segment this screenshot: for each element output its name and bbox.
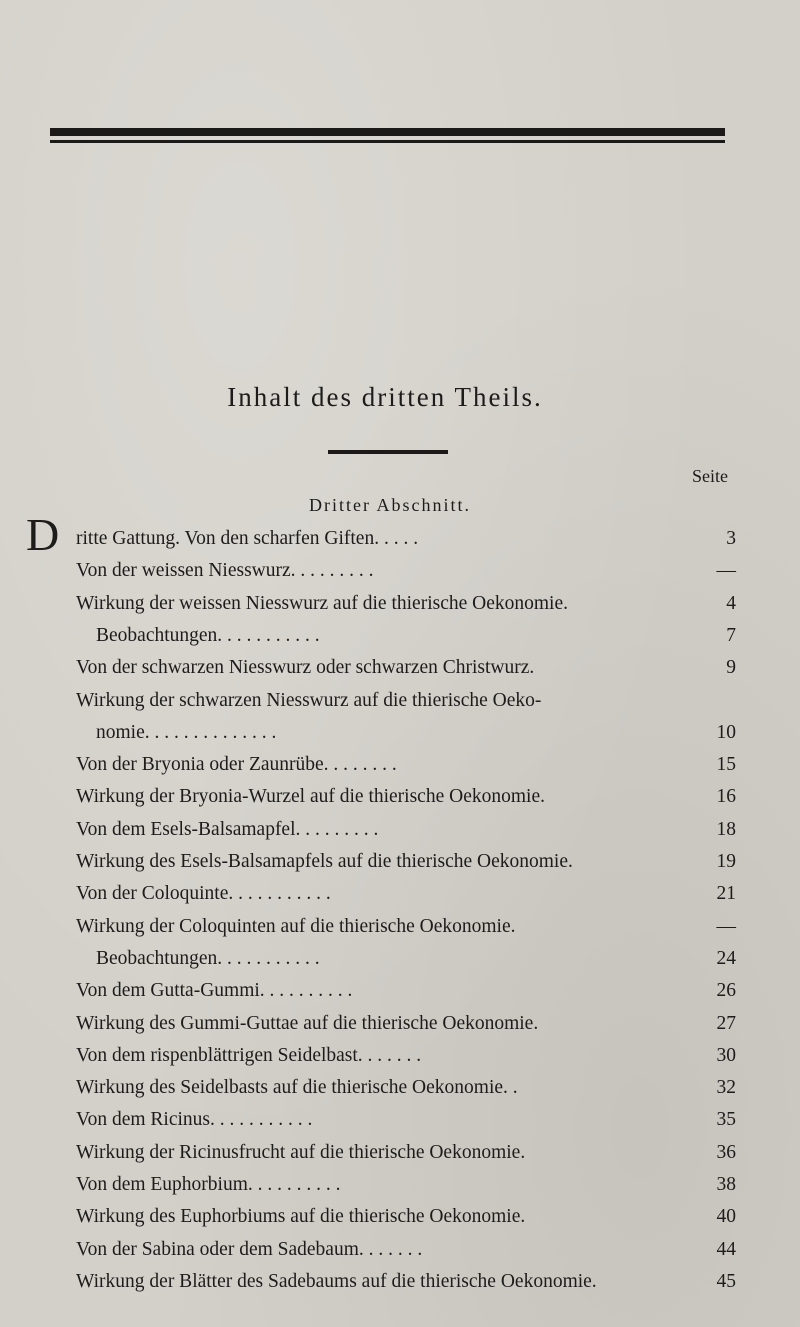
toc-entry-page: 45 [716, 1270, 736, 1292]
section-heading: Dritter Abschnitt. [309, 495, 471, 515]
toc-entry-title: Wirkung der Blätter des Sadebaums auf die thierische Oekonomie. [76, 1270, 597, 1292]
drop-cap: D [26, 509, 60, 560]
toc-entry-page: 24 [716, 947, 736, 969]
toc-entry-title: Wirkung der Coloquinten auf die thierische Oekonomie. [76, 915, 516, 937]
toc-entry-page: — [716, 915, 736, 937]
toc-entry-title: Von der Sabina oder dem Sadebaum. . . . . . . [76, 1238, 423, 1260]
toc-entry-page: 9 [726, 657, 736, 679]
toc-entry-page: 3 [726, 528, 736, 549]
toc-entry [76, 1045, 736, 1075]
toc-entry-page: 19 [716, 851, 736, 872]
toc-entry-title: Von der Coloquinte. . . . . . . . . . . [76, 883, 331, 905]
toc-entry [76, 1271, 736, 1301]
toc-entry [76, 1109, 736, 1139]
toc-entry-page: 26 [716, 980, 736, 1002]
toc-entry [76, 786, 736, 816]
toc-entry [76, 980, 736, 1010]
toc-entry-page: 27 [716, 1012, 736, 1034]
toc-entry-title: Wirkung der Ricinusfrucht auf die thierische Oekonomie. [76, 1141, 526, 1163]
toc-entry-page: 4 [726, 592, 736, 614]
toc-entry [76, 916, 736, 946]
toc-entry-page: 16 [716, 786, 736, 808]
toc-entry [76, 1142, 736, 1172]
toc-entry [76, 657, 736, 687]
toc-entry [76, 1013, 736, 1043]
toc-entry-page: 21 [716, 883, 736, 905]
toc-entry-title: Wirkung der Bryonia-Wurzel auf die thierische Oekonomie. [76, 786, 545, 808]
toc-entry [76, 560, 736, 590]
toc-entry-page: 36 [716, 1141, 736, 1163]
toc-entry-page: 32 [716, 1077, 736, 1099]
toc-entry-page: 30 [716, 1044, 736, 1066]
toc-entry-page: 10 [716, 721, 736, 743]
toc-entry-title: ritte Gattung. Von den scharfen Giften. . . . . [76, 528, 419, 549]
toc-entry-page: — [716, 560, 736, 582]
toc-entry [76, 1206, 736, 1236]
toc-entry-page: 7 [726, 624, 736, 646]
toc-entry [76, 1239, 736, 1269]
toc-entry-title: Beobachtungen. . . . . . . . . . . [96, 624, 320, 646]
toc-entry-title: Von dem Esels-Balsamapfel. . . . . . . . . [76, 818, 379, 840]
page-title: Inhalt des dritten Theils. [227, 382, 543, 412]
toc-entry [76, 593, 736, 623]
toc-entry [76, 883, 736, 913]
toc-entry [76, 625, 736, 655]
toc-entry [76, 528, 736, 558]
toc-entry-page: 44 [716, 1238, 736, 1260]
toc-entry-title: Wirkung der weissen Niesswurz auf die thierische Oekonomie. [76, 592, 568, 614]
toc-entry [76, 722, 736, 752]
toc-entry-title: Wirkung der schwarzen Niesswurz auf die thierische Oeko- [76, 689, 542, 711]
toc-entry-page: 38 [716, 1174, 736, 1195]
toc-entry-title: Wirkung des Esels-Balsamapfels auf die thierische Oekonomie. [76, 851, 573, 872]
toc-entry-title: Von dem rispenblättrigen Seidelbast. . . . . . . [76, 1044, 422, 1066]
toc-entry-title: Von dem Ricinus. . . . . . . . . . . [76, 1109, 313, 1131]
toc-entry-page: 15 [716, 754, 736, 776]
toc-entry-page: 18 [716, 818, 736, 840]
page-column-label: Seite [692, 466, 728, 486]
toc-entry-page: 40 [716, 1206, 736, 1228]
toc-entry [76, 1077, 736, 1107]
toc-entry-title: Wirkung des Euphorbiums auf die thierische Oekonomie. [76, 1206, 526, 1228]
toc-entry-title: Von dem Euphorbium. . . . . . . . . . [76, 1174, 341, 1195]
toc-entry-title: Von dem Gutta-Gummi. . . . . . . . . . [76, 980, 353, 1002]
toc-entry-page: 35 [716, 1109, 736, 1131]
toc-entry-title: Wirkung des Seidelbasts auf die thierische Oekonomie. . [76, 1077, 518, 1099]
toc-entry-title: Von der schwarzen Niesswurz oder schwarzen Christwurz. [76, 657, 535, 679]
toc-entry [76, 948, 736, 978]
toc-entry-title: Beobachtungen. . . . . . . . . . . [96, 947, 320, 969]
toc-entry [76, 690, 736, 720]
toc-entry [76, 754, 736, 784]
toc-entry-title: nomie. . . . . . . . . . . . . . [96, 721, 277, 743]
toc-entry-title: Wirkung des Gummi-Guttae auf die thierische Oekonomie. [76, 1012, 539, 1034]
toc-entry [76, 1174, 736, 1204]
toc-entry [76, 851, 736, 881]
toc-entry [76, 819, 736, 849]
toc-entry-title: Von der Bryonia oder Zaunrübe. . . . . . . . [76, 754, 397, 776]
toc-entry-title: Von der weissen Niesswurz. . . . . . . . . [76, 560, 374, 582]
